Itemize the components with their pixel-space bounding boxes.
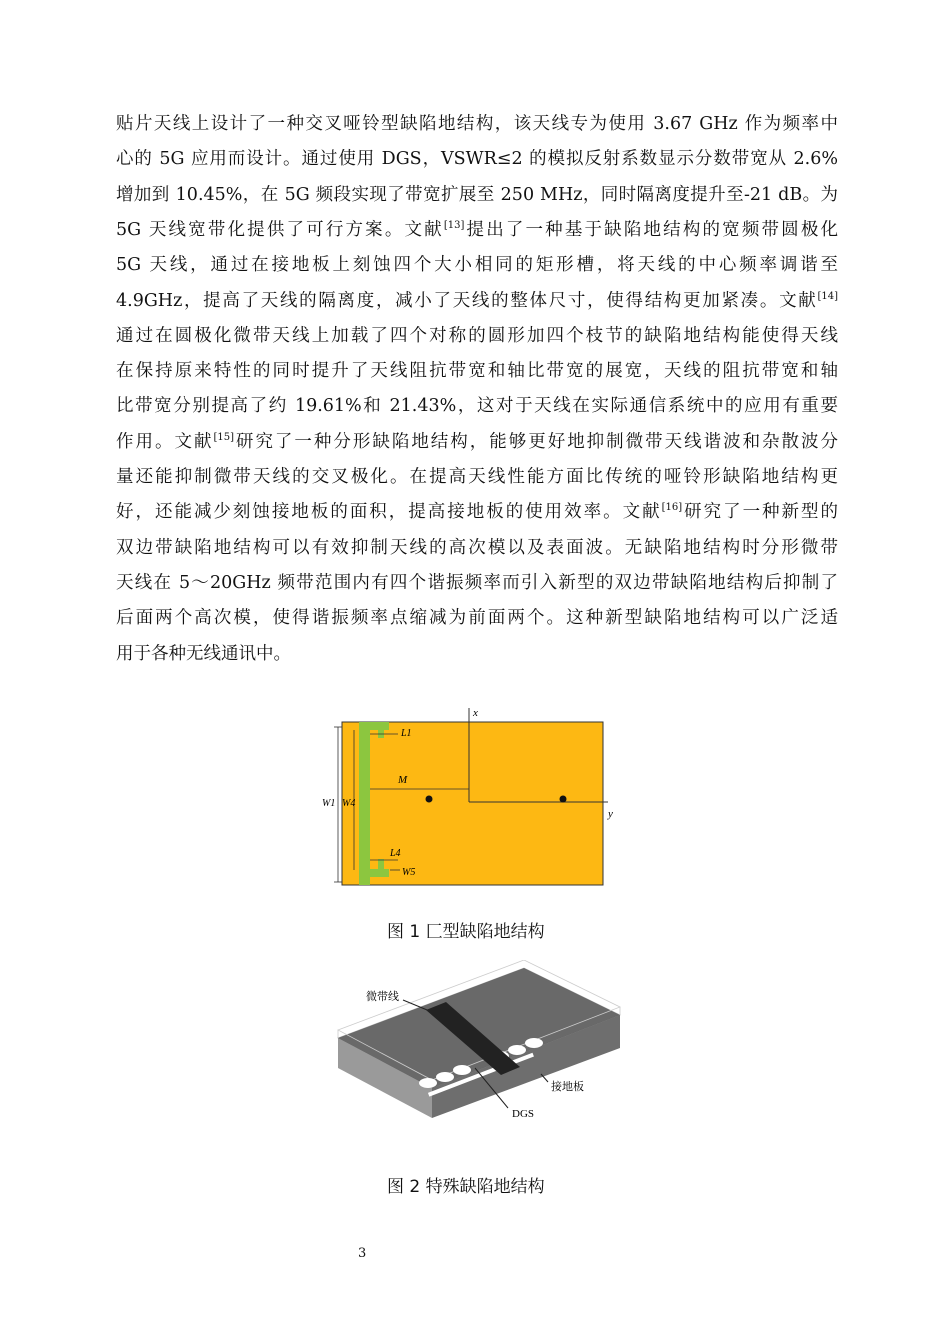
feed-point-2 — [560, 796, 567, 803]
page-number: 3 — [358, 1246, 367, 1261]
text-line: 后面两个高次模，使得谐振频率点缩减为前面两个。这种新型缺陷地结构可以广泛适 — [116, 608, 838, 629]
text-line: 4.9GHz，提高了天线的隔离度，减小了天线的整体尺寸，使得结构更加紧凑。文献[14] — [116, 290, 838, 311]
label-y: y — [608, 808, 613, 820]
text-line: 通过在圆极化微带天线上加载了四个对称的圆形加四个枝节的缺陷地结构能使得天线 — [116, 325, 838, 346]
text-line: 好，还能减少刻蚀接地板的面积，提高接地板的使用效率。文献[16]研究了一种新型的 — [116, 502, 839, 523]
label-L1: L1 — [401, 728, 412, 739]
label-W1: W1 — [322, 798, 336, 809]
label-M: M — [398, 774, 408, 786]
text-line: 增加到 10.45%，在 5G 频段实现了带宽扩展至 250 MHz，同时隔离度提升至-21 dB。为 — [116, 184, 838, 205]
label-W4: W4 — [342, 798, 356, 809]
text-line: 量还能抑制微带天线的交叉极化。在提高天线性能方面比传统的哑铃形缺陷地结构更 — [116, 467, 838, 487]
label-x: x — [473, 707, 478, 719]
label-W5: W5 — [402, 867, 416, 878]
text-line: 心的 5G 应用而设计。通过使用 DGS，VSWR≤2 的模拟反射系数显示分数带宽从 2.6% — [116, 149, 838, 170]
label-dgs: DGS — [512, 1108, 535, 1120]
text-line: 用于各种无线通讯中。 — [116, 643, 291, 664]
citation-ref: [13] — [443, 219, 465, 231]
figure-2-caption: 图 2 特殊缺陷地结构 — [387, 1177, 545, 1197]
text-line: 5G 天线，通过在接地板上刻蚀四个大小相同的矩形槽，将天线的中心频率调谐至 — [116, 255, 838, 276]
citation-ref: [16] — [661, 502, 683, 514]
text-line: 作用。文献[15]研究了一种分形缺陷地结构，能够更好地抑制微带天线谐波和杂散波分 — [116, 431, 839, 452]
text-line: 贴片天线上设计了一种交叉哑铃型缺陷地结构，该天线专为使用 3.67 GHz 作为频率中 — [116, 114, 838, 134]
dgs-slot-top-arm — [359, 722, 389, 730]
dgs-slot-top-stub — [378, 728, 384, 738]
figure-2-diagram — [320, 960, 638, 1160]
text-line: 双边带缺陷地结构可以有效抑制天线的高次模以及表面波。无缺陷地结构时分形微带 — [116, 537, 838, 558]
figure-1-caption: 图 1 匚型缺陷地结构 — [387, 922, 545, 942]
label-L4: L4 — [390, 848, 401, 859]
text-line: 在保持原来特性的同时提升了天线阻抗带宽和轴比带宽的展宽，天线的阻抗带宽和轴 — [116, 361, 838, 382]
citation-ref: [15] — [213, 431, 234, 443]
dgs-slot-bottom-arm — [359, 869, 389, 877]
figure-1-diagram — [318, 700, 628, 895]
dgs-slot-vertical — [359, 722, 370, 885]
label-ground-plane: 接地板 — [551, 1081, 584, 1093]
citation-ref: [14] — [817, 290, 838, 302]
text-line: 天线在 5～20GHz 频带范围内有四个谐振频率而引入新型的双边带缺陷地结构后抑制了 — [116, 572, 838, 593]
feed-point-1 — [426, 796, 433, 803]
text-line: 比带宽分别提高了约 19.61%和 21.43%，这对于天线在实际通信系统中的应用有重要 — [116, 396, 838, 417]
dgs-slot-bottom-stub — [378, 859, 384, 869]
text-line: 5G 天线宽带化提供了可行方案。文献[13]提出了一种基于缺陷地结构的宽频带圆极化 — [116, 219, 838, 240]
label-microstrip: 微带线 — [366, 991, 399, 1003]
